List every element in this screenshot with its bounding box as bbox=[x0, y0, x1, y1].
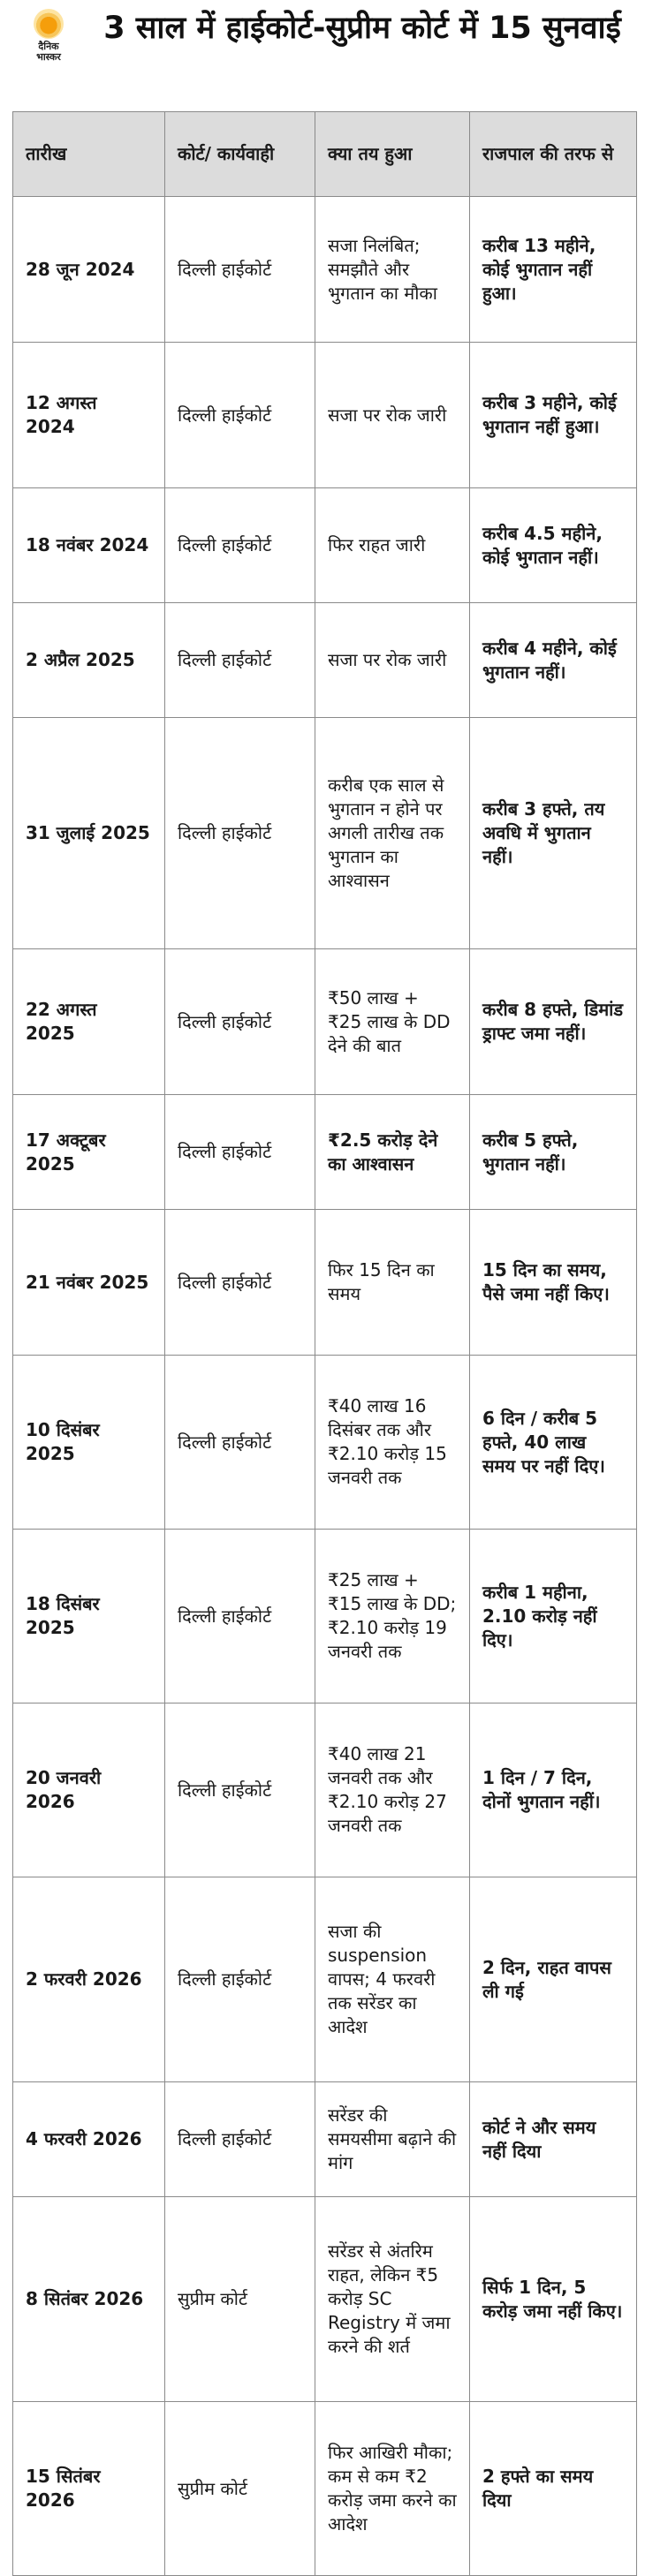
date-cell: 2 फरवरी 2026 bbox=[13, 1877, 165, 2082]
governor-cell: 6 दिन / करीब 5 हफ्ते, 40 लाख समय पर नहीं दिए। bbox=[470, 1356, 637, 1530]
court-cell: दिल्ली हाईकोर्ट bbox=[165, 603, 315, 718]
governor-cell: करीब 3 हफ्ते, तय अवधि में भुगतान नहीं। bbox=[470, 718, 637, 949]
date-cell: 18 दिसंबर 2025 bbox=[13, 1530, 165, 1703]
governor-cell: कोर्ट ने और समय नहीं दिया bbox=[470, 2082, 637, 2197]
table-row bbox=[13, 1356, 637, 1530]
governor-cell: करीब 4.5 महीने, कोई भुगतान नहीं। bbox=[470, 488, 637, 603]
court-cell: दिल्ली हाईकोर्ट bbox=[165, 343, 315, 488]
governor-cell: 15 दिन का समय, पैसे जमा नहीं किए। bbox=[470, 1210, 637, 1356]
governor-cell: 2 हफ्ते का समय दिया bbox=[470, 2402, 637, 2576]
date-cell: 28 जून 2024 bbox=[13, 197, 165, 343]
date-cell: 31 जुलाई 2025 bbox=[13, 718, 165, 949]
court-cell: दिल्ली हाईकोर्ट bbox=[165, 1530, 315, 1703]
court-cell: सुप्रीम कोर्ट bbox=[165, 2402, 315, 2576]
governor-cell: करीब 1 महीना, 2.10 करोड़ नहीं दिए। bbox=[470, 1530, 637, 1703]
court-cell: दिल्ली हाईकोर्ट bbox=[165, 1210, 315, 1356]
table-row bbox=[13, 197, 637, 343]
decision-cell: फिर राहत जारी bbox=[315, 488, 470, 603]
column-header-governor: राजपाल की तरफ से bbox=[470, 112, 637, 197]
court-cell: दिल्ली हाईकोर्ट bbox=[165, 197, 315, 343]
date-cell: 18 नवंबर 2024 bbox=[13, 488, 165, 603]
decision-cell: सजा निलंबित; समझौते और भुगतान का मौका bbox=[315, 197, 470, 343]
table-row bbox=[13, 1703, 637, 1877]
logo-line-1: दैनिक bbox=[38, 41, 59, 52]
table-body bbox=[13, 197, 637, 2576]
table-row bbox=[13, 949, 637, 1095]
decision-cell: सजा पर रोक जारी bbox=[315, 343, 470, 488]
governor-cell: करीब 4 महीने, कोई भुगतान नहीं। bbox=[470, 603, 637, 718]
logo-line-2: भास्कर bbox=[36, 51, 61, 63]
court-cell: दिल्ली हाईकोर्ट bbox=[165, 1095, 315, 1210]
governor-cell: करीब 3 महीने, कोई भुगतान नहीं हुआ। bbox=[470, 343, 637, 488]
governor-cell: करीब 5 हफ्ते, भुगतान नहीं। bbox=[470, 1095, 637, 1210]
date-cell: 4 फरवरी 2026 bbox=[13, 2082, 165, 2197]
table-header-row bbox=[13, 112, 637, 197]
decision-cell: ₹25 लाख + ₹15 लाख के DD; ₹2.10 करोड़ 19 जनवरी तक bbox=[315, 1530, 470, 1703]
decision-cell: करीब एक साल से भुगतान न होने पर अगली तारीख तक भुगतान का आश्वासन bbox=[315, 718, 470, 949]
table-row bbox=[13, 2402, 637, 2576]
governor-cell: करीब 13 महीने, कोई भुगतान नहीं हुआ। bbox=[470, 197, 637, 343]
page-title: 3 साल में हाईकोर्ट-सुप्रीम कोर्ट में 15 सुनवाई bbox=[103, 11, 621, 46]
decision-cell: ₹40 लाख 21 जनवरी तक और ₹2.10 करोड़ 27 जनवरी तक bbox=[315, 1703, 470, 1877]
decision-cell: फिर 15 दिन का समय bbox=[315, 1210, 470, 1356]
date-cell: 17 अक्टूबर 2025 bbox=[13, 1095, 165, 1210]
table-row bbox=[13, 603, 637, 718]
table-row bbox=[13, 488, 637, 603]
decision-cell: ₹40 लाख 16 दिसंबर तक और ₹2.10 करोड़ 15 जनवरी तक bbox=[315, 1356, 470, 1530]
dainik-bhaskar-logo bbox=[21, 9, 76, 67]
court-cell: दिल्ली हाईकोर्ट bbox=[165, 1356, 315, 1530]
court-cell: दिल्ली हाईकोर्ट bbox=[165, 1877, 315, 2082]
table-row bbox=[13, 1530, 637, 1703]
court-cell: दिल्ली हाईकोर्ट bbox=[165, 488, 315, 603]
table-row bbox=[13, 343, 637, 488]
decision-cell: ₹2.5 करोड़ देने का आश्वासन bbox=[315, 1095, 470, 1210]
decision-cell: ₹50 लाख + ₹25 लाख के DD देने की बात bbox=[315, 949, 470, 1095]
table-row bbox=[13, 1095, 637, 1210]
column-header-decision: क्या तय हुआ bbox=[315, 112, 470, 197]
hearings-table bbox=[12, 111, 637, 2576]
logo-text bbox=[36, 42, 61, 63]
table-row bbox=[13, 1877, 637, 2082]
date-cell: 22 अगस्त 2025 bbox=[13, 949, 165, 1095]
table-row bbox=[13, 2197, 637, 2402]
table-row bbox=[13, 718, 637, 949]
table-row bbox=[13, 2082, 637, 2197]
decision-cell: सरेंडर से अंतरिम राहत, लेकिन ₹5 करोड़ SC Registry में जमा करने की शर्त bbox=[315, 2197, 470, 2402]
column-header-court: कोर्ट/ कार्यवाही bbox=[165, 112, 315, 197]
sun-logo-icon bbox=[34, 9, 64, 39]
decision-cell: फिर आखिरी मौका; कम से कम ₹2 करोड़ जमा करने का आदेश bbox=[315, 2402, 470, 2576]
date-cell: 20 जनवरी 2026 bbox=[13, 1703, 165, 1877]
court-cell: दिल्ली हाईकोर्ट bbox=[165, 2082, 315, 2197]
decision-cell: सजा पर रोक जारी bbox=[315, 603, 470, 718]
table-row bbox=[13, 1210, 637, 1356]
governor-cell: करीब 8 हफ्ते, डिमांड ड्राफ्ट जमा नहीं। bbox=[470, 949, 637, 1095]
date-cell: 2 अप्रैल 2025 bbox=[13, 603, 165, 718]
date-cell: 10 दिसंबर 2025 bbox=[13, 1356, 165, 1530]
column-header-date: तारीख bbox=[13, 112, 165, 197]
date-cell: 8 सितंबर 2026 bbox=[13, 2197, 165, 2402]
governor-cell: सिर्फ 1 दिन, 5 करोड़ जमा नहीं किए। bbox=[470, 2197, 637, 2402]
governor-cell: 2 दिन, राहत वापस ली गई bbox=[470, 1877, 637, 2082]
date-cell: 12 अगस्त 2024 bbox=[13, 343, 165, 488]
decision-cell: सजा की suspension वापस; 4 फरवरी तक सरेंडर का आदेश bbox=[315, 1877, 470, 2082]
court-cell: दिल्ली हाईकोर्ट bbox=[165, 949, 315, 1095]
date-cell: 21 नवंबर 2025 bbox=[13, 1210, 165, 1356]
court-cell: दिल्ली हाईकोर्ट bbox=[165, 718, 315, 949]
decision-cell: सरेंडर की समयसीमा बढ़ाने की मांग bbox=[315, 2082, 470, 2197]
court-cell: सुप्रीम कोर्ट bbox=[165, 2197, 315, 2402]
governor-cell: 1 दिन / 7 दिन, दोनों भुगतान नहीं। bbox=[470, 1703, 637, 1877]
court-cell: दिल्ली हाईकोर्ट bbox=[165, 1703, 315, 1877]
header bbox=[0, 0, 645, 102]
date-cell: 15 सितंबर 2026 bbox=[13, 2402, 165, 2576]
